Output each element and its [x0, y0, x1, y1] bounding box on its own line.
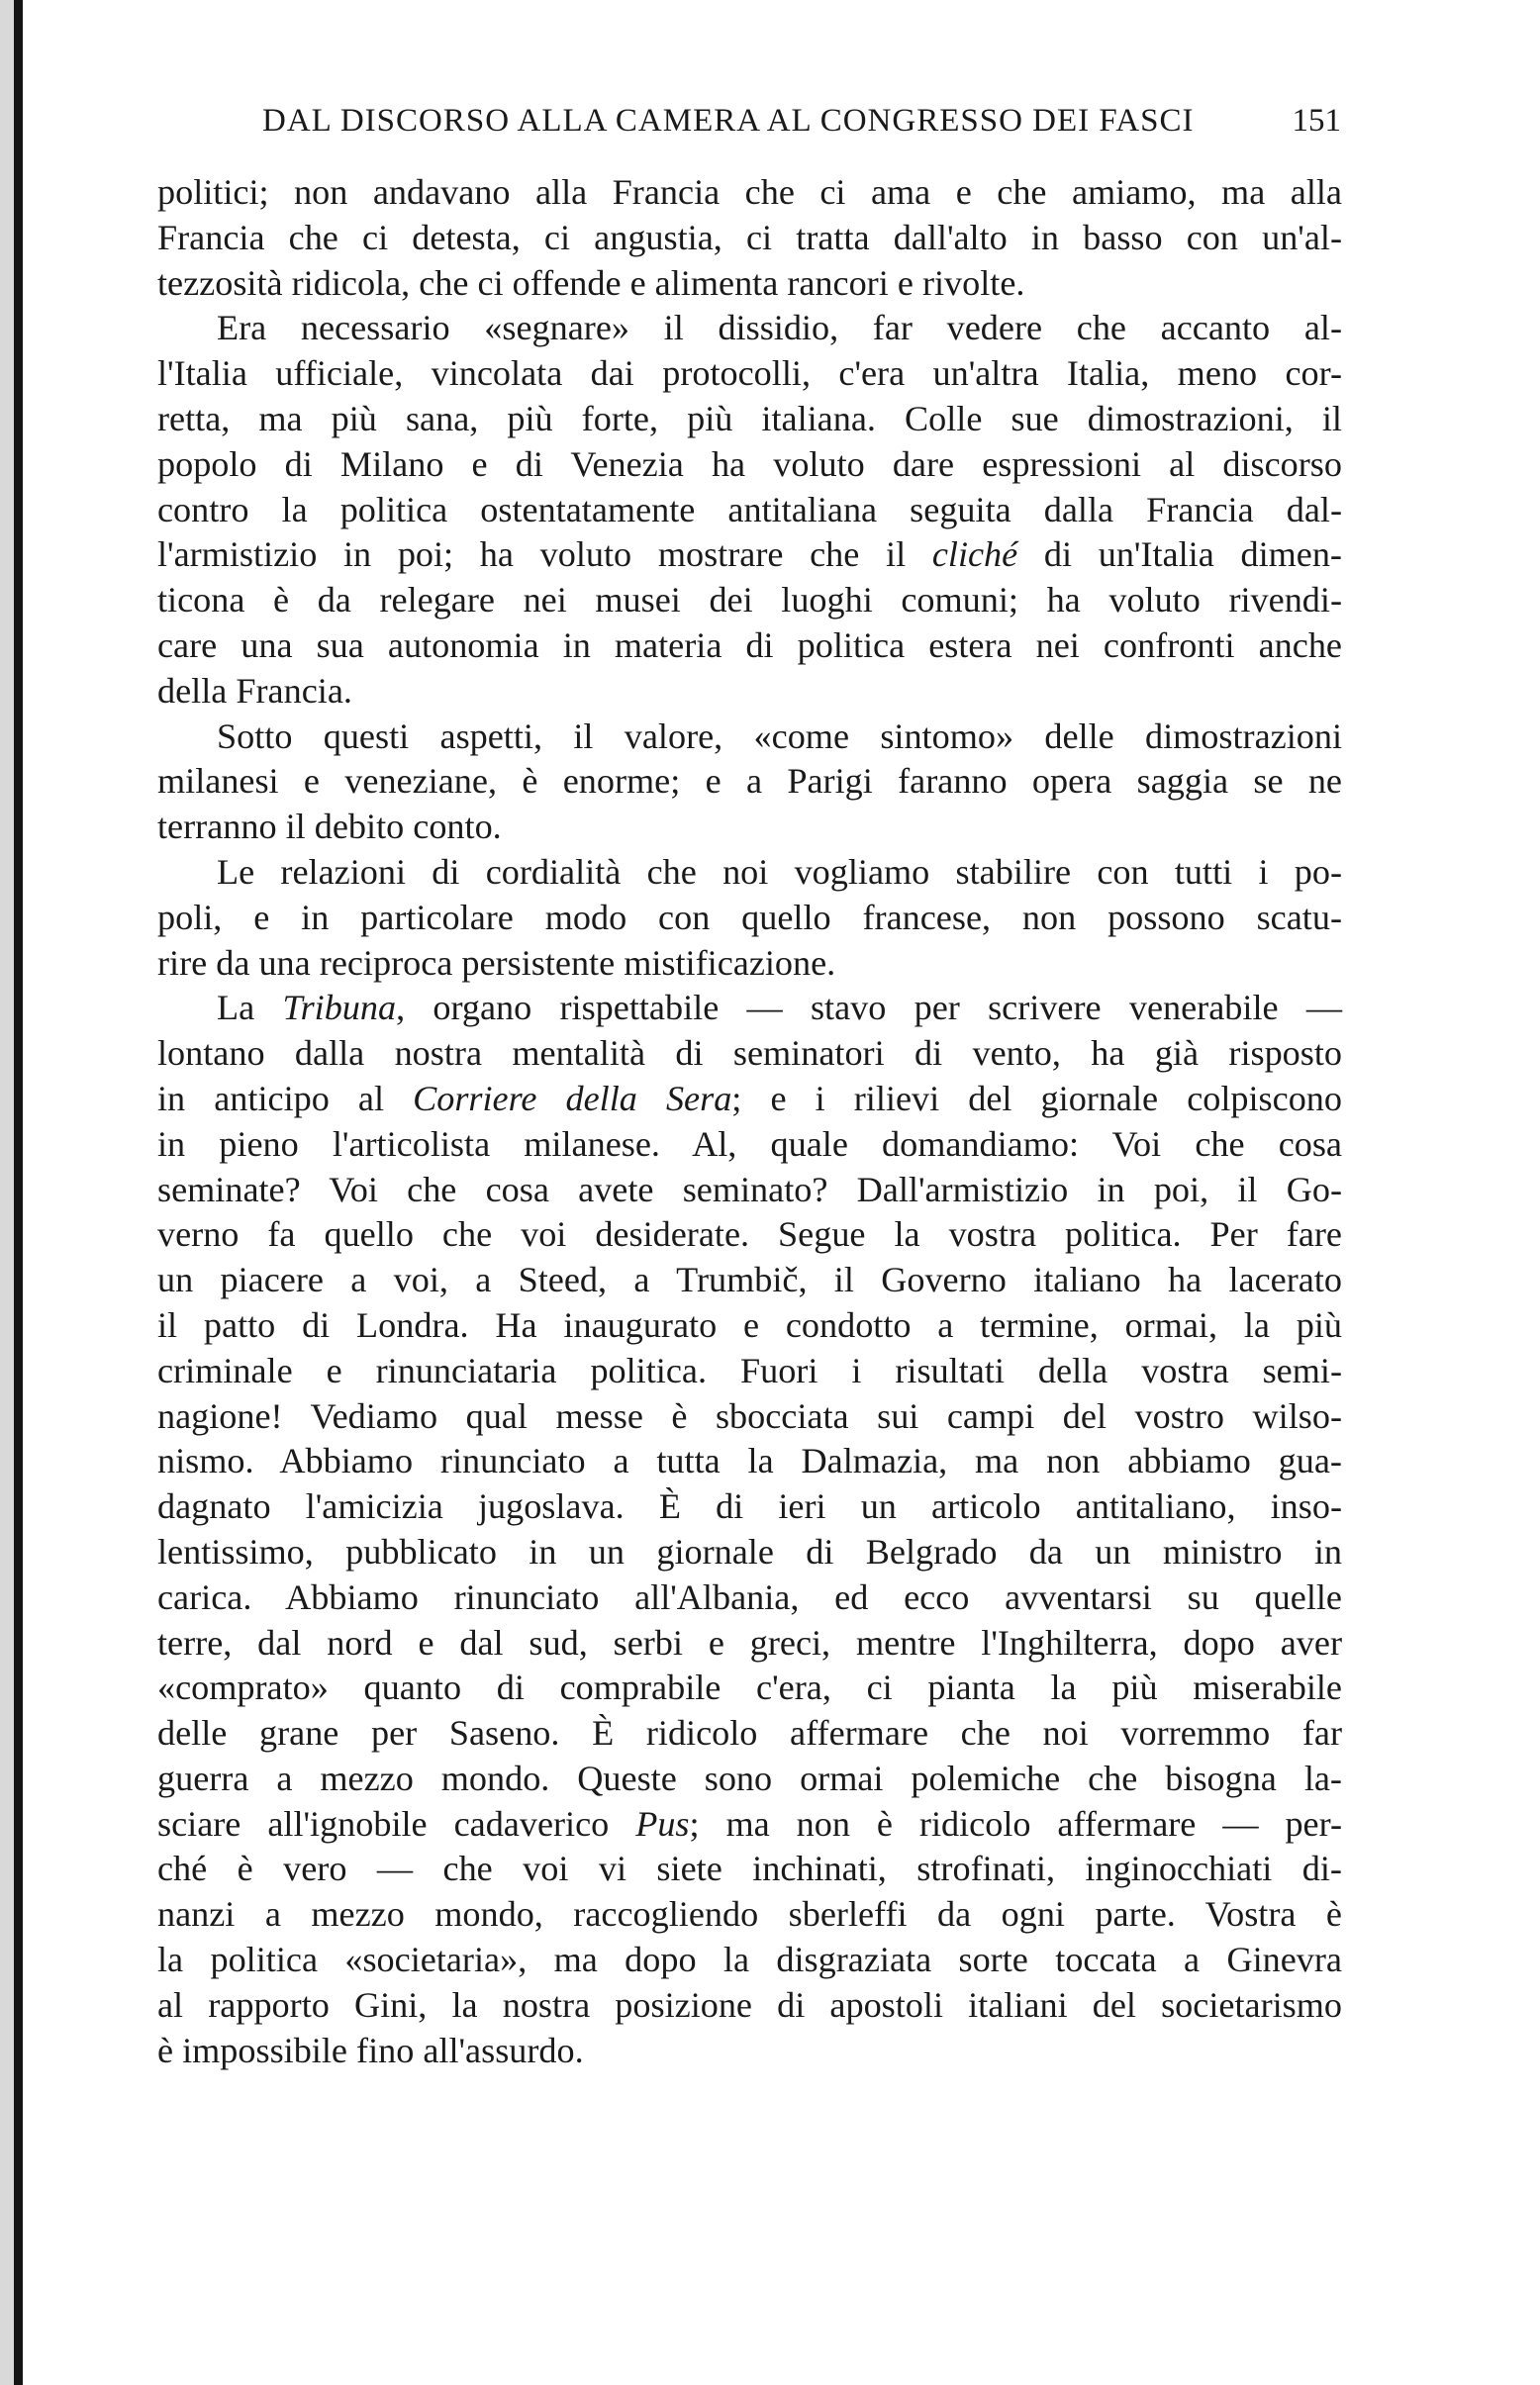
text-line: care una sua autonomia in materia di politica estera nei confronti anche — [157, 624, 1342, 665]
text-line: terranno il debito conto. — [157, 807, 502, 847]
text-line: tezzosità ridicola, che ci offende e alimenta rancori e rivolte. — [157, 262, 1025, 303]
italic-title: Pus — [635, 1803, 690, 1844]
text-line: in anticipo al Corriere della Sera; e i rilievi del giornale colpiscono — [157, 1078, 1342, 1118]
text-line: nanzi a mezzo mondo, raccogliendo sberleffi da ogni parte. Vostra è — [157, 1894, 1342, 1935]
text-line: sciare all'ignobile cadaverico Pus; ma non è ridicolo affermare — per- — [157, 1803, 1342, 1844]
text-line: rire da una reciproca persistente mistificazione. — [157, 942, 836, 983]
text-line: ché è vero — che voi vi siete inchinati, strofinati, inginocchiati di- — [157, 1849, 1342, 1889]
text-line: dagnato l'amicizia jugoslava. È di ieri un articolo antitaliano, inso- — [157, 1486, 1342, 1527]
text-line: terre, dal nord e dal sud, serbi e greci, mentre l'Inghilterra, dopo aver — [157, 1622, 1342, 1663]
page-edge-shadow — [0, 0, 14, 2385]
text-line: politici; non andavano alla Francia che ci ama e che amiamo, ma alla — [157, 172, 1342, 212]
text-line: la politica «societaria», ma dopo la disgraziata sorte toccata a Ginevra — [157, 1940, 1342, 1980]
text-line: carica. Abbiamo rinunciato all'Albania, ed ecco avventarsi su quelle — [157, 1576, 1342, 1617]
text-line: Francia che ci detesta, ci angustia, ci tratta dall'alto in basso con un'al- — [157, 217, 1342, 257]
body-text — [157, 170, 1342, 2073]
text-line: poli, e in particolare modo con quello francese, non possono scatu- — [157, 897, 1342, 937]
text-line: nagione! Vediamo qual messe è sbocciata sui campi del vostro wilso- — [157, 1395, 1342, 1436]
running-header-title: DAL DISCORSO ALLA CAMERA AL CONGRESSO DEI FASCI — [262, 103, 1195, 139]
text-line: l'armistizio in poi; ha voluto mostrare che il cliché di un'Italia dimen- — [157, 534, 1342, 575]
text-line: «comprato» quanto di comprabile c'era, ci pianta la più miserabile — [157, 1668, 1342, 1708]
text-line: Le relazioni di cordialità che noi vogliamo stabilire con tutti i po- — [217, 851, 1342, 892]
text-line: l'Italia ufficiale, vincolata dai protocolli, c'era un'altra Italia, meno cor- — [157, 353, 1342, 394]
text-line: della Francia. — [157, 670, 352, 711]
text-line: al rapporto Gini, la nostra posizione di apostoli italiani del societarismo — [157, 1984, 1342, 2025]
book-spine-edge — [14, 0, 23, 2385]
text-line: il patto di Londra. Ha inaugurato e condotto a termine, ormai, la più — [157, 1304, 1342, 1345]
running-header — [262, 103, 1341, 143]
text-line: milanesi e veneziane, è enorme; e a Parigi faranno opera saggia se ne — [157, 761, 1342, 802]
text-line: contro la politica ostentatamente antitaliana seguita dalla Francia dal- — [157, 489, 1342, 529]
text-line: delle grane per Saseno. È ridicolo affermare che noi vorremmo far — [157, 1713, 1342, 1754]
text-line: seminate? Voi che cosa avete seminato? Dall'armistizio in poi, il Go- — [157, 1169, 1342, 1209]
text-line: è impossibile fino all'assurdo. — [157, 2030, 584, 2070]
italic-title: Corriere della Sera — [413, 1078, 732, 1118]
page-number: 151 — [1292, 103, 1341, 139]
text-line: nismo. Abbiamo rinunciato a tutta la Dalmazia, ma non abbiamo gua- — [157, 1441, 1342, 1481]
text-line: Era necessario «segnare» il dissidio, far vedere che accanto al- — [217, 308, 1342, 348]
text-line: La Tribuna, organo rispettabile — stavo per scrivere venerabile — — [217, 988, 1343, 1028]
text-line: in pieno l'articolista milanese. Al, quale domandiamo: Voi che cosa — [157, 1123, 1342, 1164]
text-line: verno fa quello che voi desiderate. Segue la vostra politica. Per fare — [157, 1214, 1342, 1255]
text-line: popolo di Milano e di Venezia ha voluto dare espressioni al discorso — [157, 443, 1342, 484]
text-line: lentissimo, pubblicato in un giornale di Belgrado da un ministro in — [157, 1531, 1342, 1572]
italic-title: cliché — [931, 534, 1018, 575]
text-line: criminale e rinunciataria politica. Fuori i risultati della vostra semi- — [157, 1350, 1342, 1390]
text-line: un piacere a voi, a Steed, a Trumbič, il Governo italiano ha lacerato — [157, 1260, 1342, 1300]
italic-title: Tribuna — [282, 988, 397, 1028]
text-line: lontano dalla nostra mentalità di seminatori di vento, ha già risposto — [157, 1033, 1342, 1074]
text-line: Sotto questi aspetti, il valore, «come sintomo» delle dimostrazioni — [217, 716, 1342, 756]
text-line: ticona è da relegare nei musei dei luoghi comuni; ha voluto rivendi- — [157, 580, 1342, 620]
text-line: retta, ma più sana, più forte, più italiana. Colle sue dimostrazioni, il — [157, 398, 1342, 438]
text-line: guerra a mezzo mondo. Queste sono ormai polemiche che bisogna la- — [157, 1758, 1342, 1798]
